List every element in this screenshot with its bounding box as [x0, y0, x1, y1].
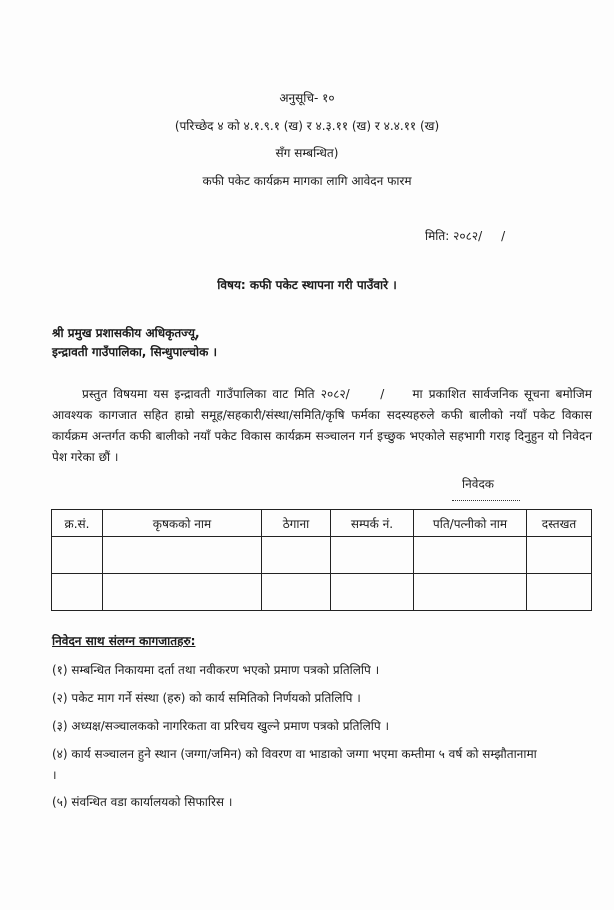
cell-serial-no[interactable] — [52, 537, 103, 574]
table-row — [52, 574, 592, 611]
cell-spouse-name[interactable] — [414, 574, 527, 611]
body-paragraph — [52, 384, 592, 468]
form-title: कफी पकेट कार्यक्रम मागका लागि आवेदन फारम — [202, 174, 412, 188]
cell-farmer-name[interactable] — [103, 537, 262, 574]
attachments-heading: निवेदन साथ संलग्न कागजातहरु: — [52, 634, 196, 648]
cell-contact-no[interactable] — [331, 574, 414, 611]
header-signature: दस्तखत — [527, 510, 592, 537]
header-serial-no: क्र.सं. — [52, 510, 103, 537]
body-part-2: मा प्रकाशित सार्वजनिक सूचना बमोजिम आवश्यक कागजात सहित हाम्रो समूह/सहकारी/संस्था/समिति/कृषि फर्मका सदस्यहरुले कफी बालीको नयाँ पकेट विकास कार्यक्रम अन्तर्गत कफी बालीको नयाँ पकेट विकास कार्यक्रम सञ्चालन गर्न इच्छुक भएकोले सहभागी गराइ दिनुहुन यो निवेदन पेश गरेका छौं । — [52, 387, 592, 464]
table-row — [52, 537, 592, 574]
reference-line-2: सँग सम्बन्धित) — [275, 146, 339, 160]
subject-line: विषय: कफी पकेट स्थापना गरी पाउँवारे । — [217, 278, 397, 292]
cell-spouse-name[interactable] — [414, 537, 527, 574]
header-spouse-name: पति/पत्नीको नाम — [414, 510, 527, 537]
header-address: ठेगाना — [262, 510, 331, 537]
farmer-details-table — [51, 509, 592, 611]
attachment-item-4: (४) कार्य सञ्चालन हुने स्थान (जग्गा/जमिन) को विवरण वा भाडाको जग्गा भएमा कम्तीमा ५ वर्ष को सम्झौतानामा । — [52, 747, 537, 782]
schedule-number: अनुसूचि- १० — [279, 91, 335, 105]
date-field — [425, 228, 505, 244]
cell-contact-no[interactable] — [331, 537, 414, 574]
cell-address[interactable] — [262, 574, 331, 611]
cell-signature[interactable] — [527, 537, 592, 574]
cell-farmer-name[interactable] — [103, 574, 262, 611]
attachment-item-1: (१) सम्बन्धित निकायमा दर्ता तथा नवीकरण भएको प्रमाण पत्रको प्रतिलिपि । — [52, 663, 380, 677]
date-value: २०८२/ / — [453, 229, 506, 243]
attachment-item-2: (२) पकेट माग गर्ने संस्था (हरु) को कार्य समितिको निर्णयको प्रतिलिपि । — [52, 691, 361, 705]
applicant-label: निवेदक — [462, 477, 495, 491]
header-farmer-name: कृषकको नाम — [103, 510, 262, 537]
applicant-signature-line — [452, 500, 520, 501]
date-label: मिति: — [425, 229, 450, 243]
body-part-1: प्रस्तुत विषयमा यस इन्द्रावती गाउँपालिका वाट मिति २०८२/ / — [82, 387, 385, 401]
attachment-item-5: (५) संवन्धित वडा कार्यालयको सिफारिस । — [52, 795, 233, 809]
table-header-row — [52, 510, 592, 537]
cell-signature[interactable] — [527, 574, 592, 611]
cell-serial-no[interactable] — [52, 574, 103, 611]
reference-line: (परिच्छेद ४ को ४.१.९.१ (ख) र ४.३.११ (ख) र ४.४.११ (ख) — [174, 119, 440, 133]
addressee-line-1: श्री प्रमुख प्रशासकीय अधिकृतज्यू, — [52, 326, 200, 340]
header-contact-no: सम्पर्क नं. — [331, 510, 414, 537]
addressee-line-2: इन्द्रावती गाउँपालिका, सिन्धुपाल्चोक । — [52, 345, 218, 359]
attachment-item-3: (३) अध्यक्ष/सञ्चालकको नागरिकता वा प्ररिचय खुल्ने प्रमाण पत्रको प्रतिलिपि । — [52, 719, 390, 733]
cell-address[interactable] — [262, 537, 331, 574]
